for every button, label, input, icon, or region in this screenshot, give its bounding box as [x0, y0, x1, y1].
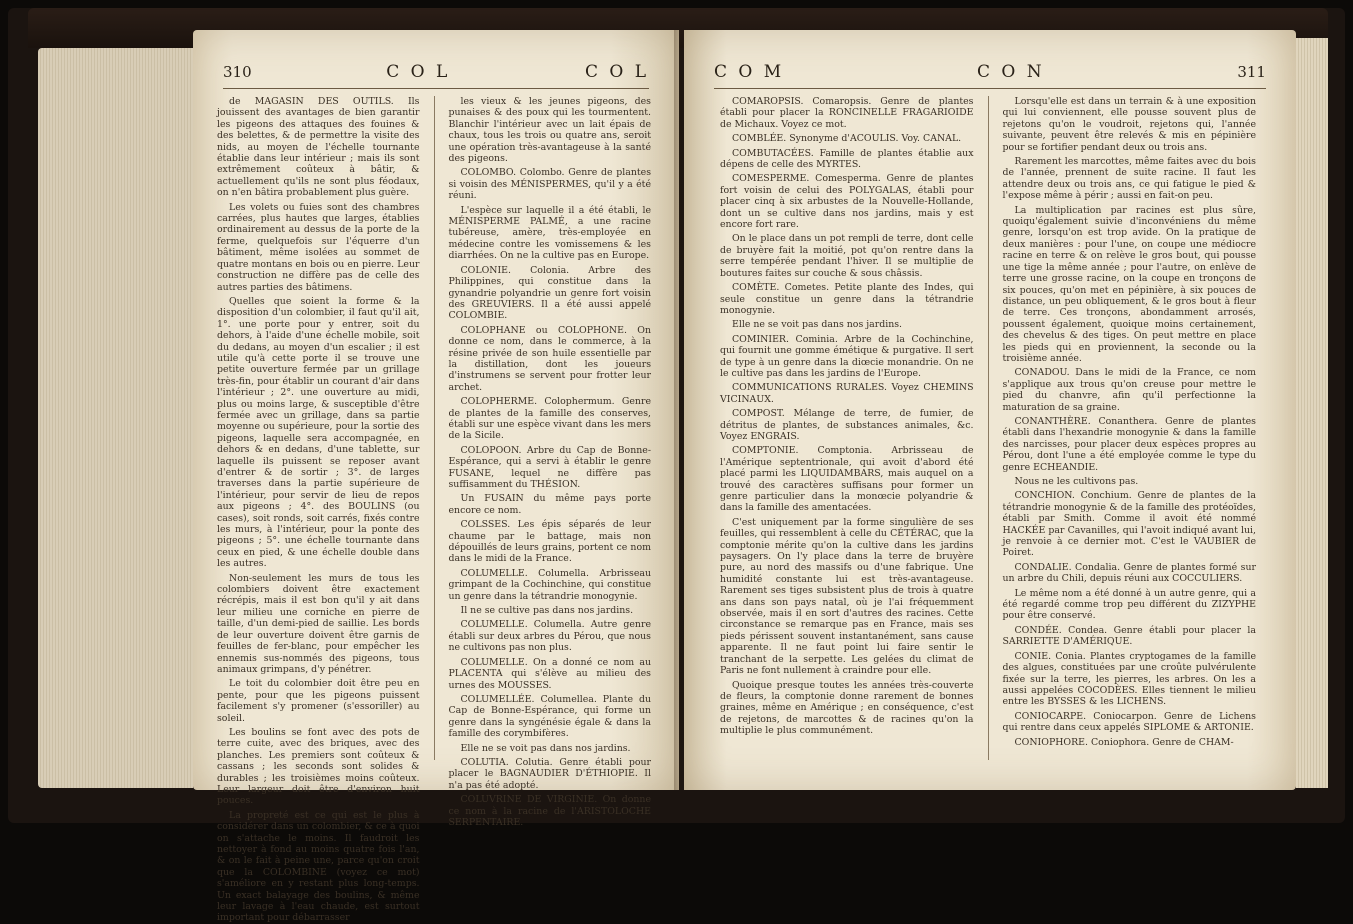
left-page-running-head-2: C O L: [584, 62, 649, 82]
paragraph: CONADOU. Dans le midi de la France, ce nom s'applique aux trous qu'on creuse pour mettre le pied du chanvre, afin qu'il perfectionne la maturation de sa graine.: [1002, 367, 1256, 413]
paragraph: CONCHION. Conchium. Genre de plantes de la tétrandrie monogynie & de la famille des protéoïdes, établi par Smith. Comme il avoit été nommé HACKÉE par Cavanilles, qui l'avoit indiqué avant lui, je renvoie à ce dernier mot. C'est le VAUBIER de Poiret.: [1002, 490, 1256, 559]
paragraph: Le toit du colombier doit être peu en pente, pour que les pigeons puissent facilement s'y promener (s'essoriller) au soleil.: [217, 678, 420, 724]
paragraph: COMMUNICATIONS RURALES. Voyez CHEMINS VICINAUX.: [720, 382, 974, 405]
left-page-running-head-1: C O L: [386, 62, 451, 82]
paragraph: Quelles que soient la forme & la disposition d'un colombier, il faut qu'il ait, 1°. une porte pour y entrer, soit du dehors, à l'aide d'une échelle mobile, soit du dedans, au moyen d'un escalier ; il est utile qu'à cette porte il se trouve une petite ouverture fermée par un grillage très-fin, pour établir un courant d'air dans l'intérieur ; 2°. une ouverture au midi, plus ou moins large, & susceptible d'être fermée avec un grillage, dans sa partie moyenne ou supérieure, pour la sortie des pigeons, laquelle sera accompagnée, en dehors & en dedans, d'une tablette, sur laquelle ils puissent se reposer avant d'entrer & de sortir ; 3°. de larges traverses dans la partie supérieure de l'intérieur, pour servir de lieu de repos aux pigeons ; 4°. des BOULINS (ou cases), soit ronds, soit carrés, fixés contre les murs, à l'intérieur, pour la ponte des pigeons ; 5°. une échelle tournante dans ceux en pied, & une échelle double dans les autres.: [217, 295, 420, 570]
paragraph: COMPTONIE. Comptonia. Arbrisseau de l'Amérique septentrionale, qui avoit d'abord été placé parmi les LIQUIDAMBARS, mais auquel on a trouvé des caractères suffisans pour former un genre particulier dans la monœcie polyandrie & dans la famille des amentacées.: [720, 445, 974, 514]
right-page-column-2: [1003, 96, 1257, 760]
paragraph: Elle ne se voit pas dans nos jardins.: [460, 742, 631, 754]
paragraph: COMÈTE. Cometes. Petite plante des Indes, qui seule constitue un genre dans la tétrandrie monogynie.: [720, 282, 974, 316]
paragraph: COMBUTACÉES. Famille de plantes établie aux dépens de celle des MYRTES.: [720, 147, 974, 171]
paragraph: COLUMELLÉE. Columellea. Plante du Cap de Bonne-Espérance, qui forme un genre dans la syngénésie égale & dans la famille des corymbifères.: [448, 693, 651, 740]
paragraph: COLSSES. Les épis séparés de leur chaume par le battage, mais non dépouillés de leurs grains, portent ce nom dans le midi de la France.: [448, 519, 651, 565]
left-page-number: 310: [223, 63, 252, 81]
paragraph: COLONIE. Colonia. Arbre des Philippines, qui constitue dans la gynandrie polyandrie un genre fort voisin des GREUVIERS. Il a été aussi appelé COLOMBIE.: [448, 264, 651, 322]
paragraph: COMBLÉE. Synonyme d'ACOULIS. Voy. CANAL.: [732, 133, 962, 145]
paragraph: La multiplication par racines est plus sûre, quoiqu'également suivie d'inconvéniens du même genre, lorsqu'on est trop avide. On la pratique de deux manières : pour l'une, on coupe une médiocre racine en terre & on relève le gros bout, qui pousse une tige la même année ; pour l'autre, on enlève de terre une grosse racine, on la coupe en tronçons de six pouces, qu'on met en pépinière, à six pouces de distance, un peu obliquement, & le gros bout à fleur de terre. Ces tronçons, abondamment arrosés, poussent également, quoique moins certainement, des chevelus & des tiges. On peut mettre en place les pieds qui en proviennent, la seconde ou la troisième année.: [1002, 204, 1256, 364]
paragraph: On le place dans un pot rempli de terre, dont celle de bruyère fait la moitié, pot qu'on rentre dans la serre tempérée pendant l'hiver. Il se multiplie de boutures faites sur couche & sous châssis.: [720, 233, 974, 279]
paragraph: Non-seulement les murs de tous les colombiers doivent être exactement récrépis, mais il est bon qu'il y ait dans leur milieu une corniche en pierre de taille, d'un demi-pied de saillie. Les bords de leur ouverture doivent être garnis de feuilles de fer-blanc, pour empêcher les ennemis sus-nommés des pigeons, tous animaux grimpans, d'y pénétrer.: [217, 572, 420, 675]
right-page-running-head-1: C O M: [714, 62, 785, 82]
paragraph: Il ne se cultive pas dans nos jardins.: [460, 605, 634, 617]
paragraph: Les boulins se font avec des pots de terre cuite, avec des briques, avec des planches. Les premiers sont coûteux & cassans ; les seconds sont solides & durables ; les troisièmes moins coûteux. Leur largeur doit être d'environ huit pouces.: [217, 726, 420, 807]
left-page-header: [223, 62, 649, 89]
paragraph: COMPOST. Mélange de terre, de fumier, de détritus de plantes, de substances animales, &c. Voyez ENGRAIS.: [720, 408, 974, 442]
paragraph: COLUMELLE. Columella. Arbrisseau grimpant de la Cochinchine, qui constitue un genre dans la tétrandrie monogynie.: [448, 567, 651, 602]
left-page: [193, 30, 679, 924]
paragraph: COLUVRINE DE VIRGINIE. On donne ce nom à la racine de l'ARISTOLOCHE SERPENTAIRE.: [448, 794, 651, 828]
paragraph: Les volets ou fuies sont des chambres carrées, plus hautes que larges, établies ordinairement au dessus de la porte de la ferme, quelquefois sur l'équerre d'un bâtiment, même isolées au sommet de quatre montans en bois ou en pierre. Leur construction ne diffère pas de celle des autres parties des bâtimens.: [217, 201, 420, 293]
right-page-number: 311: [1237, 63, 1266, 81]
paragraph: La propreté est ce qui est le plus à considérer dans un colombier, & ce à quoi on s'attache le moins. Il faudroit les nettoyer à fond au moins quatre fois l'an, & on le fait à peine une, parce qu'on croit que la COLOMBINE (voyez ce mot) s'améliore en y restant plus long-temps. Un exact balayage des boulins, & même leur lavage à l'eau chaude, est surtout important pour débarrasser: [217, 809, 420, 924]
paragraph: CONDÉE. Condea. Genre établi pour placer la SARRIETTE D'AMÉRIQUE.: [1002, 624, 1256, 648]
paragraph: Elle ne se voit pas dans nos jardins.: [732, 319, 903, 331]
paragraph: Nous ne les cultivons pas.: [1014, 476, 1139, 487]
book-photo: [8, 8, 1345, 924]
right-page-edges: [1296, 38, 1328, 788]
paragraph: COLOMBO. Colombo. Genre de plantes si voisin des MÉNISPERMES, qu'il y a été réuni.: [448, 167, 651, 202]
right-page-columns: [720, 96, 1256, 760]
paragraph: CONIE. Conia. Plantes cryptogames de la famille des algues, constituées par une croûte pulvérulente fixée sur la terre, les pierres, les arbres. On les a aussi appelées COCODÈES. Elles tiennent le milieu entre les BYSSES & les LICHENS.: [1002, 650, 1256, 708]
paragraph: COLOPOON. Arbre du Cap de Bonne-Espérance, qui a servi à établir le genre FUSANE, lequel ne diffère pas suffisamment du THÉSION.: [448, 444, 651, 490]
right-page-running-head-2: C O N: [976, 62, 1045, 82]
paragraph: Rarement les marcottes, même faites avec du bois de l'année, prennent de suite racine. Il faut les attendre deux ou trois ans, ce qui fatigue le pied & l'expose même à périr ; aussi en fait-on peu.: [1002, 156, 1256, 202]
left-page-column-1: [217, 96, 420, 924]
right-page-header: [714, 62, 1266, 89]
left-page-edges: [38, 48, 193, 788]
paragraph: COMAROPSIS. Comaropsis. Genre de plantes établi pour placer la RONCINELLE FRAGARIOIDE de Michaux. Voyez ce mot.: [720, 96, 974, 130]
paragraph: C'est uniquement par la forme singulière de ses feuilles, qui ressemblent à celle du CÉTÉRAC, que la comptonie mérite qu'on la cultive dans les jardins paysagers. On l'y place dans la terre de bruyère pure, au nord des massifs ou d'une fabrique. Une humidité constante lui est très-avantageuse. Rarement ses tiges subsistent plus de trois à quatre ans dans son pays natal, où je l'ai fréquemment observée, mais il en sort d'autres des racines. Cette circonstance se remarque pas en France, mais ses pieds périssent souvent instantanément, sans cause apparente. Il ne faut point lui faire sentir le tranchant de la serpette. Les gelées du climat de Paris ne font nullement à craindre pour elle.: [720, 516, 974, 677]
paragraph: COMINIER. Cominia. Arbre de la Cochinchine, qui fournit une gomme émétique & purgative. Il sert de type à un genre dans la diœcie monandrie. On ne le cultive pas dans les jardins de l'Europe.: [720, 333, 974, 379]
paragraph: COLUTIA. Colutia. Genre établi pour placer le BAGNAUDIER D'ÉTHIOPIE. Il n'a pas été adopté.: [448, 756, 651, 791]
right-page: [684, 30, 1296, 790]
left-page-columns: [217, 96, 651, 924]
paragraph: Le même nom a été donné à un autre genre, qui a été regardé comme trop peu différent du ZIZYPHE pour être conservé.: [1002, 587, 1256, 622]
paragraph: COLUMELLE. On a donné ce nom au PLACENTA qui s'élève au milieu des urnes des MOUSSES.: [448, 656, 651, 691]
paragraph: CONIOPHORE. Coniophora. Genre de CHAM-: [1014, 736, 1234, 748]
right-page-column-1: [720, 96, 974, 760]
column-rule: [434, 96, 435, 760]
paragraph: COLOPHERME. Colophermum. Genre de plantes de la famille des conserves, établi sur une espèce vivant dans les mers de la Sicile.: [448, 396, 651, 442]
column-rule: [988, 96, 989, 760]
paragraph: les vieux & les jeunes pigeons, des punaises & des poux qui les tourmentent. Blanchir l'intérieur avec un lait épais de chaux, tous les trois ou quatre ans, seroit une opération très-avantageuse à la santé des pigeons.: [448, 96, 651, 165]
paragraph: Quoique presque toutes les années très-couverte de fleurs, la comptonie donne rarement de bonnes graines, même en Amérique ; en conséquence, c'est de rejetons, de marcottes & de racines qu'on la multiplie le plus communément.: [720, 679, 974, 737]
paragraph: Un FUSAIN du même pays porte encore ce nom.: [448, 493, 651, 516]
paragraph: COLOPHANE ou COLOPHONE. On donne ce nom, dans le commerce, à la résine privée de son huile essentielle par la distillation, dont les joueurs d'instrumens se servent pour frotter leur archet.: [448, 324, 651, 393]
paragraph: Lorsqu'elle est dans un terrain & à une exposition qui lui conviennent, elle pousse souvent plus de rejetons qu'on le voudroit, rejetons qui, l'année suivante, peuvent être relevés & mis en pépinière pour se fortifier pendant deux ou trois ans.: [1002, 96, 1256, 153]
paragraph: CONDALIE. Condalia. Genre de plantes formé sur un arbre du Chili, depuis réuni aux COCCULIERS.: [1002, 561, 1256, 585]
paragraph: CONIOCARPE. Coniocarpon. Genre de Lichens qui rentre dans ceux appelés SIPLOME & ARTONIE.: [1002, 710, 1256, 734]
left-page-column-2: [448, 96, 652, 828]
paragraph: COMESPERME. Comesperma. Genre de plantes fort voisin de celui des POLYGALAS, établi pour placer cinq à six arbustes de la Nouvelle-Hollande, dont un se cultive dans nos jardins, mais y est encore fort rare.: [720, 173, 974, 231]
paragraph: L'espèce sur laquelle il a été établi, le MÉNISPERME PALMÉ, a une racine tubéreuse, amère, très-employée en médecine contre les vomissemens & les diarrhées. On ne la cultive pas en Europe.: [448, 204, 651, 262]
paragraph: CONANTHÈRE. Conanthera. Genre de plantes établi dans l'hexandrie monogynie & dans la famille des narcisses, pour placer deux espèces propres au Pérou, dont l'une a été employée comme le type du genre ECHEANDIE.: [1002, 415, 1256, 473]
paragraph: COLUMELLE. Columella. Autre genre établi sur deux arbres du Pérou, que nous ne cultivons pas non plus.: [448, 619, 651, 654]
paragraph: de MAGASIN DES OUTILS. Ils jouissent des avantages de bien garantir les pigeons des attaques des fouines & des belettes, & de permettre la visite des nids, au moyen de l'échelle tournante établie dans leur intérieur ; mais ils sont extrêmement coûteux à bâtir, & actuellement qu'ils ne sont plus féodaux, on n'en bâtira probablement plus guère.: [217, 96, 420, 199]
